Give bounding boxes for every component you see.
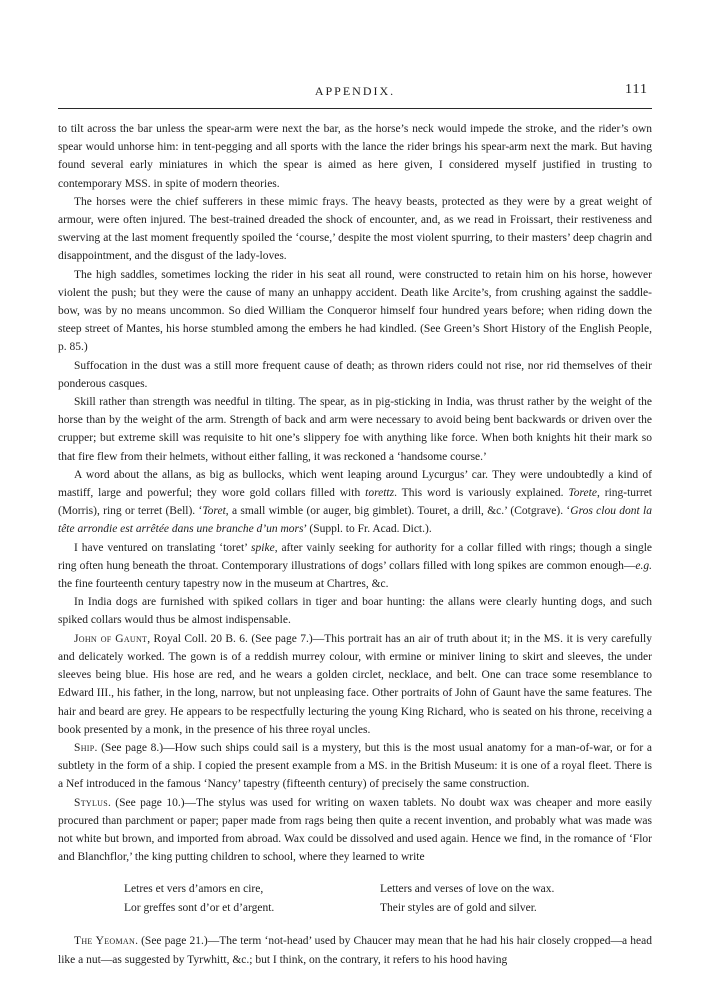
paragraph [58,630,652,739]
text-run: , ring-turret (Morris), ring or terret (Bell). ‘ [58,487,653,518]
italic-term: torettz [365,487,395,500]
paragraph: Skill rather than strength was needful in tilting. The spear, as in pig-sticking in India, was thrust rather by the weight of the horse than by the weight of the arm. Strength of back and arm were necessary to avoid being bent backwards or driven over the crupper; but extreme skill was requisite to hit one’s slippery foe with anything like force. When both knights hit their mark so that fire flew from their helmets, without either falling, it was reckoned a ‘handsome course.’ [58,396,652,463]
italic-term: spike [251,541,275,554]
paragraph: In India dogs are furnished with spiked collars in tiger and boar hunting: the allans were clearly hunting dogs, and such spiked collars would thus be almost indispensable. [58,596,652,627]
paragraph: Suffocation in the dust was a still more frequent cause of death; as thrown riders could not rise, nor rid themselves of their ponderous casques. [58,359,652,390]
body-text [58,120,652,969]
verse-line: Lor greffes sont d’or et d’argent. [124,902,275,915]
text-run: the fine fourteenth century tapestry now in the museum at Chartres, &c. [58,578,389,591]
text-run: A word about the allans, as big as bullocks, which went leaping around Lycurgus’ car. They were undoubtedly a kind of mastiff, large and powerful; they wore gold collars filled with [58,468,652,500]
italic-quote: Gros clou dont la tête arrondie est arrêtée dans une branche d’un mors [58,505,653,536]
text-run: . (See page 8.)—How such ships could sail is a mystery, but this is the most usual anatomy for a man-of-war, or for a subtlety in the form of a ship. I copied the present example from a MS. in the British Museum: it is one of a royal fleet. There is a Nef introduced in the famous ‘Nancy’ tapestry (fifteenth century) of precisely the same construction. [58,741,652,791]
entry-label: The Yeoman [74,935,136,948]
text-run: , after vainly seeking for authority for a collar filled with rings; though a single ring often hung beneath the throat. Contemporary illustrations of dogs’ collars filled with long spikes are common enough— [58,541,653,572]
paragraph: to tilt across the bar unless the spear-arm were next the bar, as the horse’s neck would impede the stroke, and the rider’s own spear would unhorse him: in tent-pegging and all sports with the lance the rider brings his spear-arm next the mark. But having found several early miniatures in which the spear is aimed as here given, I considered myself justified in trusting to contemporary MSS. in spite of modern theories. [58,123,652,190]
text-run: , Royal Coll. 20 B. 6. (See page 7.)—This portrait has an air of truth about it; in the MS. it is very carefully and delicately worked. The gown is of a reddish murrey colour, with ermine or miniver lining to skirt and sleeves, the under sleeves being blue. His hose are red, and he wears a golden circlet, necklace, and belt. One can trace some resemblance to Edward III., his father, in the long, narrow, but not unpleasing face. Other portraits of John of Gaunt have the same features. The hair and beard are grey. He appears to be respectfully lecturing the young King Richard, who is seated on his throne, receiving a book presented by a monk, in the presence of his three royal uncles. [58,632,652,736]
text-run: . (See page 10.)—The stylus was used for writing on waxen tablets. No doubt wax was cheaper and more easily procured than parchment or paper; paper made from rags being then quite a recent invention, and probably what was made was not white but brown, and imported from abroad. Wax could be dissolved and used again. Hence we find, in the romance of ‘Flor and Blanchflor,’ the king putting children to school, where they learned to write [58,796,652,864]
italic-term: e.g. [635,559,652,572]
entry-label: John of Gaunt [74,632,148,645]
running-head [58,80,652,102]
paragraph: The high saddles, sometimes locking the rider in his seat all round, were constructed to retain him on his horse, however violent the push; but they were the cause of many an unhappy accident. Death like Arcite’s, from crushing against the saddle-bow, was by no means uncommon. So died William the Conqueror himself four hundred years before; when riding down the steep street of Mantes, his horse stumbled among the embers he had kindled. (See Green’s Short History of the English People, p. 85.) [58,268,652,354]
page-number: 111 [625,82,648,97]
paragraph [58,794,652,867]
verse-line: Letters and verses of love on the wax. [380,883,555,896]
header-rule [58,108,652,109]
paragraph: The horses were the chief sufferers in these mimic frays. The heavy beasts, protected as they were by a great weight of armour, were often injured. The best-trained dreaded the shock of encounter, and, as we read in Froissart, their restiveness and swerving at the last moment frequently spoiled the ‘course,’ despite the most violent spurring, to their masters’ deep chagrin and disappointment, and the disgust of the lady-loves. [58,195,652,263]
entry-label: Ship [74,741,95,754]
verse-quote [124,880,652,918]
verse-line: Letres et vers d’amors en cire, [124,883,264,896]
italic-term: Toret [202,505,226,518]
running-title: APPENDIX. [314,84,396,98]
text-run: . (See page 21.)—The term ‘not-head’ used by Chaucer may mean that he had his hair closely cropped—a head like a nut—as suggested by Tyrwhitt, &c.; but I think, on the contrary, it refers to his hood having [58,935,652,966]
text-run: . This word is variously explained. [394,487,569,500]
paragraph [58,539,652,594]
text-run: I have ventured on translating ‘toret’ [74,541,252,554]
verse-french [124,880,380,918]
text-run: ’ (Suppl. to Fr. Acad. Dict.). [303,523,432,536]
entry-label: Stylus [74,796,108,809]
paragraph [58,932,652,968]
italic-term: Torete [568,487,597,500]
verse-english [380,880,640,918]
paragraph [58,739,652,794]
paragraph [58,466,652,539]
text-run: , a small wimble (or auger, big gimblet). Touret, a drill, &c.’ (Cotgrave). ‘ [225,505,571,518]
verse-line: Their styles are of gold and silver. [380,902,537,915]
